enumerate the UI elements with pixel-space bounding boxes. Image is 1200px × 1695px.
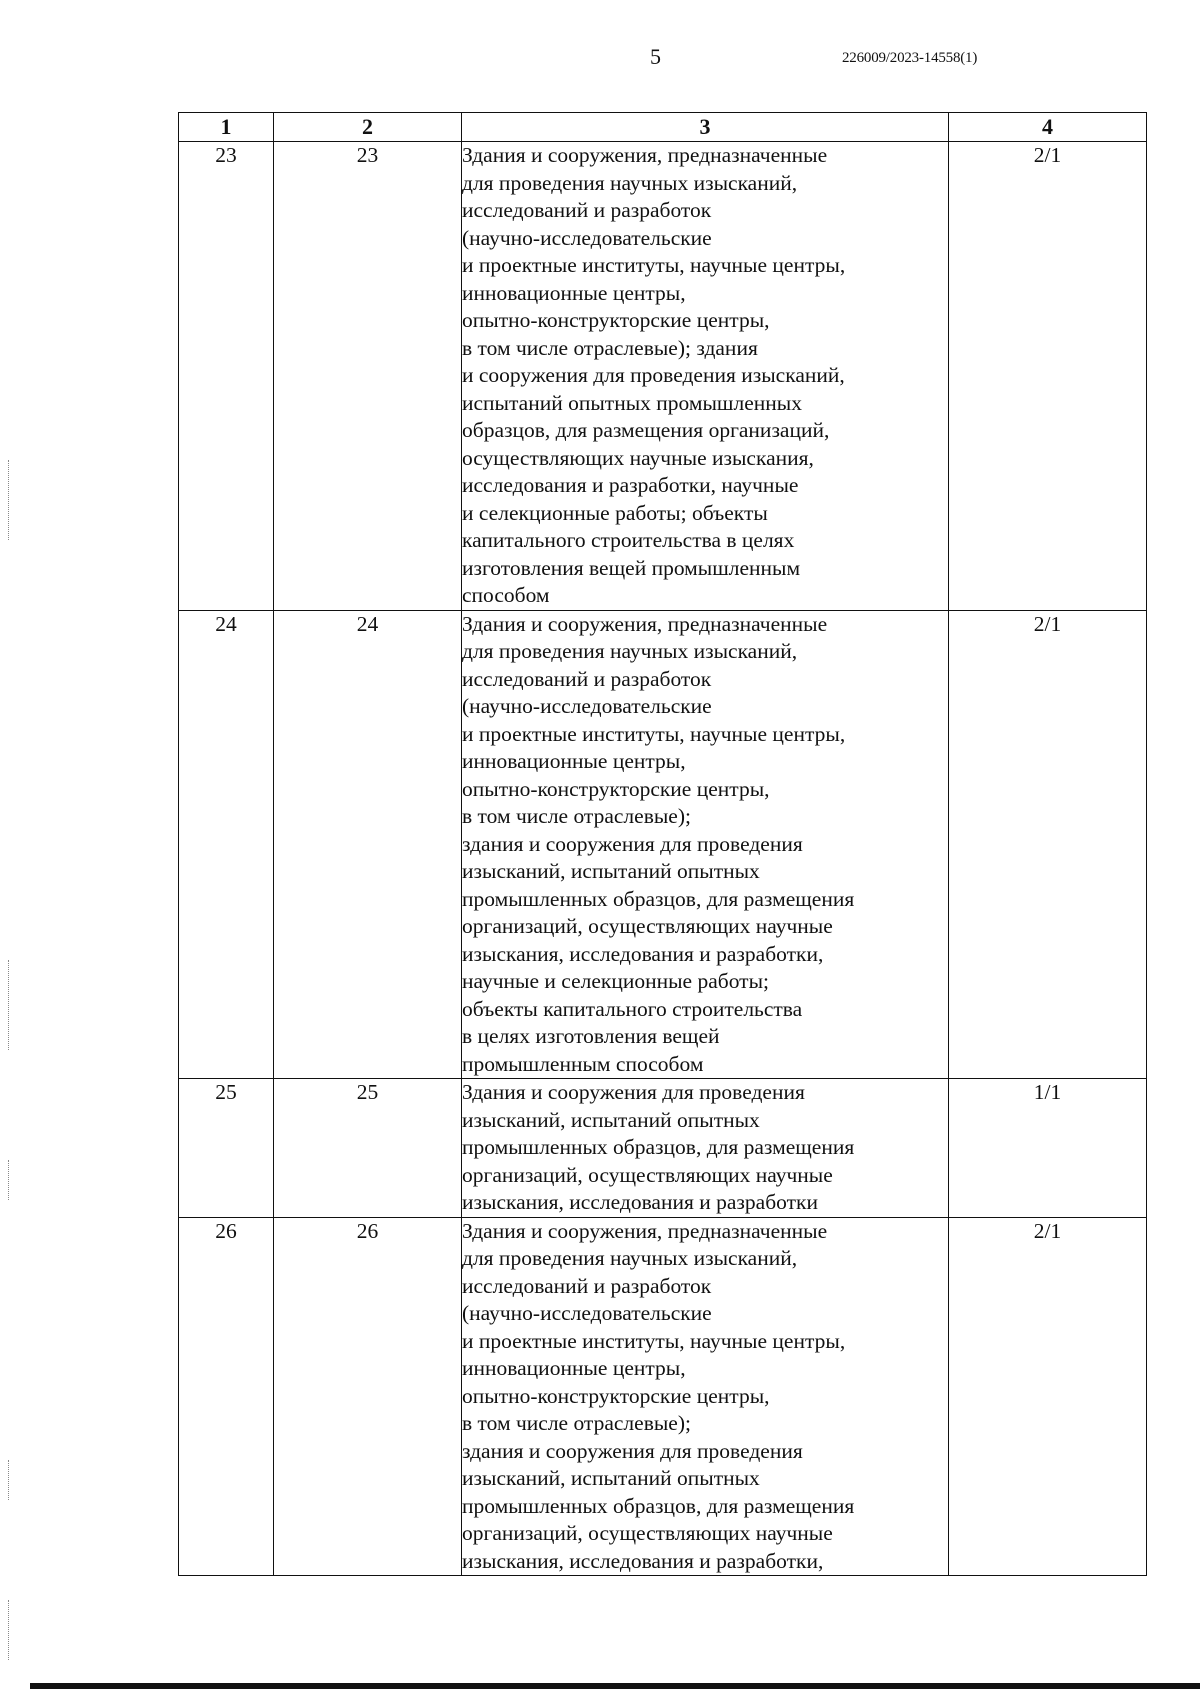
description-line: опытно-конструкторские центры, [462, 1383, 770, 1408]
zone-number-cell: 25 [274, 1079, 462, 1218]
description-line: для проведения научных изысканий, [462, 170, 798, 195]
description-line: и сооружения для проведения изысканий, [462, 363, 845, 387]
description-line: Здания и сооружения, предназначенные [462, 143, 828, 167]
zone-number-cell: 26 [274, 1217, 462, 1576]
table-row [179, 610, 1147, 1079]
page-number: 5 [650, 44, 661, 69]
description-line: изысканий, испытаний опытных [462, 1466, 760, 1490]
description-line: в том числе отраслевые); здания [462, 335, 758, 360]
description-line: промышленных образцов, для размещения [462, 1135, 855, 1159]
description-line: изысканий, испытаний опытных [462, 1107, 760, 1132]
description-line: изысканий, испытаний опытных [462, 859, 760, 883]
description-line: и проектные институты, научные центры, [462, 253, 846, 277]
column-header-3: 3 [462, 113, 949, 142]
row-number-cell: 26 [179, 1217, 274, 1576]
description-line: инновационные центры, [462, 280, 686, 305]
row-number-cell: 23 [179, 142, 274, 611]
description-line: Здания и сооружения, предназначенные [462, 1218, 828, 1243]
description-line: способом [462, 583, 550, 607]
registry-table [178, 112, 1147, 1576]
description-line: изыскания, исследования и разработки, [462, 941, 824, 966]
description-line: для проведения научных изысканий, [462, 1246, 798, 1270]
column-header-2: 2 [274, 113, 462, 142]
description-line: и селекционные работы; объекты [462, 500, 768, 525]
description-line: осуществляющих научные изыскания, [462, 445, 814, 470]
zone-number-cell: 23 [274, 142, 462, 611]
row-number-cell: 24 [179, 610, 274, 1079]
description-line: изготовления вещей промышленным [462, 555, 801, 580]
scan-artifact [8, 960, 11, 1050]
description-line: в том числе отраслевые); [462, 1411, 691, 1435]
scan-artifact [8, 1160, 11, 1200]
scan-artifact [8, 460, 11, 540]
description-line: промышленных образцов, для размещения [462, 886, 855, 911]
table-row [179, 1079, 1147, 1218]
description-line: исследований и разработок [462, 1273, 712, 1298]
description-line: Здания и сооружения, предназначенные [462, 611, 828, 636]
description-line: организаций, осуществляющих научные [462, 914, 833, 938]
description-line: научные и селекционные работы; [462, 969, 769, 993]
description-cell [462, 142, 949, 611]
description-line: здания и сооружения для проведения [462, 1438, 803, 1463]
description-line: в том числе отраслевые); [462, 804, 691, 828]
description-cell [462, 1079, 949, 1218]
description-line: исследований и разработок [462, 198, 712, 222]
zone-number-cell: 24 [274, 610, 462, 1079]
description-line: изыскания, исследования и разработки [462, 1190, 818, 1214]
column-header-4: 4 [949, 113, 1147, 142]
description-line: изыскания, исследования и разработки, [462, 1548, 824, 1573]
description-line: и проектные институты, научные центры, [462, 1328, 846, 1353]
description-line: Здания и сооружения для проведения [462, 1080, 805, 1104]
description-line: исследований и разработок [462, 666, 712, 691]
description-line: (научно-исследовательские [462, 694, 712, 718]
description-line: для проведения научных изысканий, [462, 639, 798, 663]
description-line: (научно-исследовательские [462, 1301, 712, 1325]
table-row [179, 1217, 1147, 1576]
description-line: организаций, осуществляющих научные [462, 1521, 833, 1545]
description-line: испытаний опытных промышленных [462, 390, 802, 415]
description-line: инновационные центры, [462, 749, 686, 773]
description-line: инновационные центры, [462, 1356, 686, 1380]
description-line: исследования и разработки, научные [462, 473, 799, 497]
description-line: в целях изготовления вещей [462, 1024, 720, 1048]
description-line: объекты капитального строительства [462, 996, 803, 1021]
description-line: промышленных образцов, для размещения [462, 1493, 855, 1518]
description-line: капитального строительства в целях [462, 528, 795, 552]
description-line: здания и сооружения для проведения [462, 831, 803, 856]
description-line: образцов, для размещения организаций, [462, 418, 830, 442]
table-header-row [179, 113, 1147, 142]
table-row [179, 142, 1147, 611]
description-line: опытно-конструкторские центры, [462, 776, 770, 801]
scan-artifact [8, 1600, 11, 1660]
document-id: 226009/2023-14558(1) [842, 50, 978, 66]
description-line: организаций, осуществляющих научные [462, 1162, 833, 1187]
row-number-cell: 25 [179, 1079, 274, 1218]
scan-artifact [8, 1460, 11, 1500]
description-line: опытно-конструкторские центры, [462, 308, 770, 332]
description-cell [462, 1217, 949, 1576]
ratio-cell: 1/1 [949, 1079, 1147, 1218]
ratio-cell: 2/1 [949, 610, 1147, 1079]
description-cell [462, 610, 949, 1079]
ratio-cell: 2/1 [949, 1217, 1147, 1576]
column-header-1: 1 [179, 113, 274, 142]
description-line: и проектные институты, научные центры, [462, 721, 846, 746]
description-line: (научно-исследовательские [462, 225, 712, 250]
bottom-scan-edge [30, 1683, 1200, 1689]
ratio-cell: 2/1 [949, 142, 1147, 611]
description-line: промышленным способом [462, 1051, 704, 1076]
